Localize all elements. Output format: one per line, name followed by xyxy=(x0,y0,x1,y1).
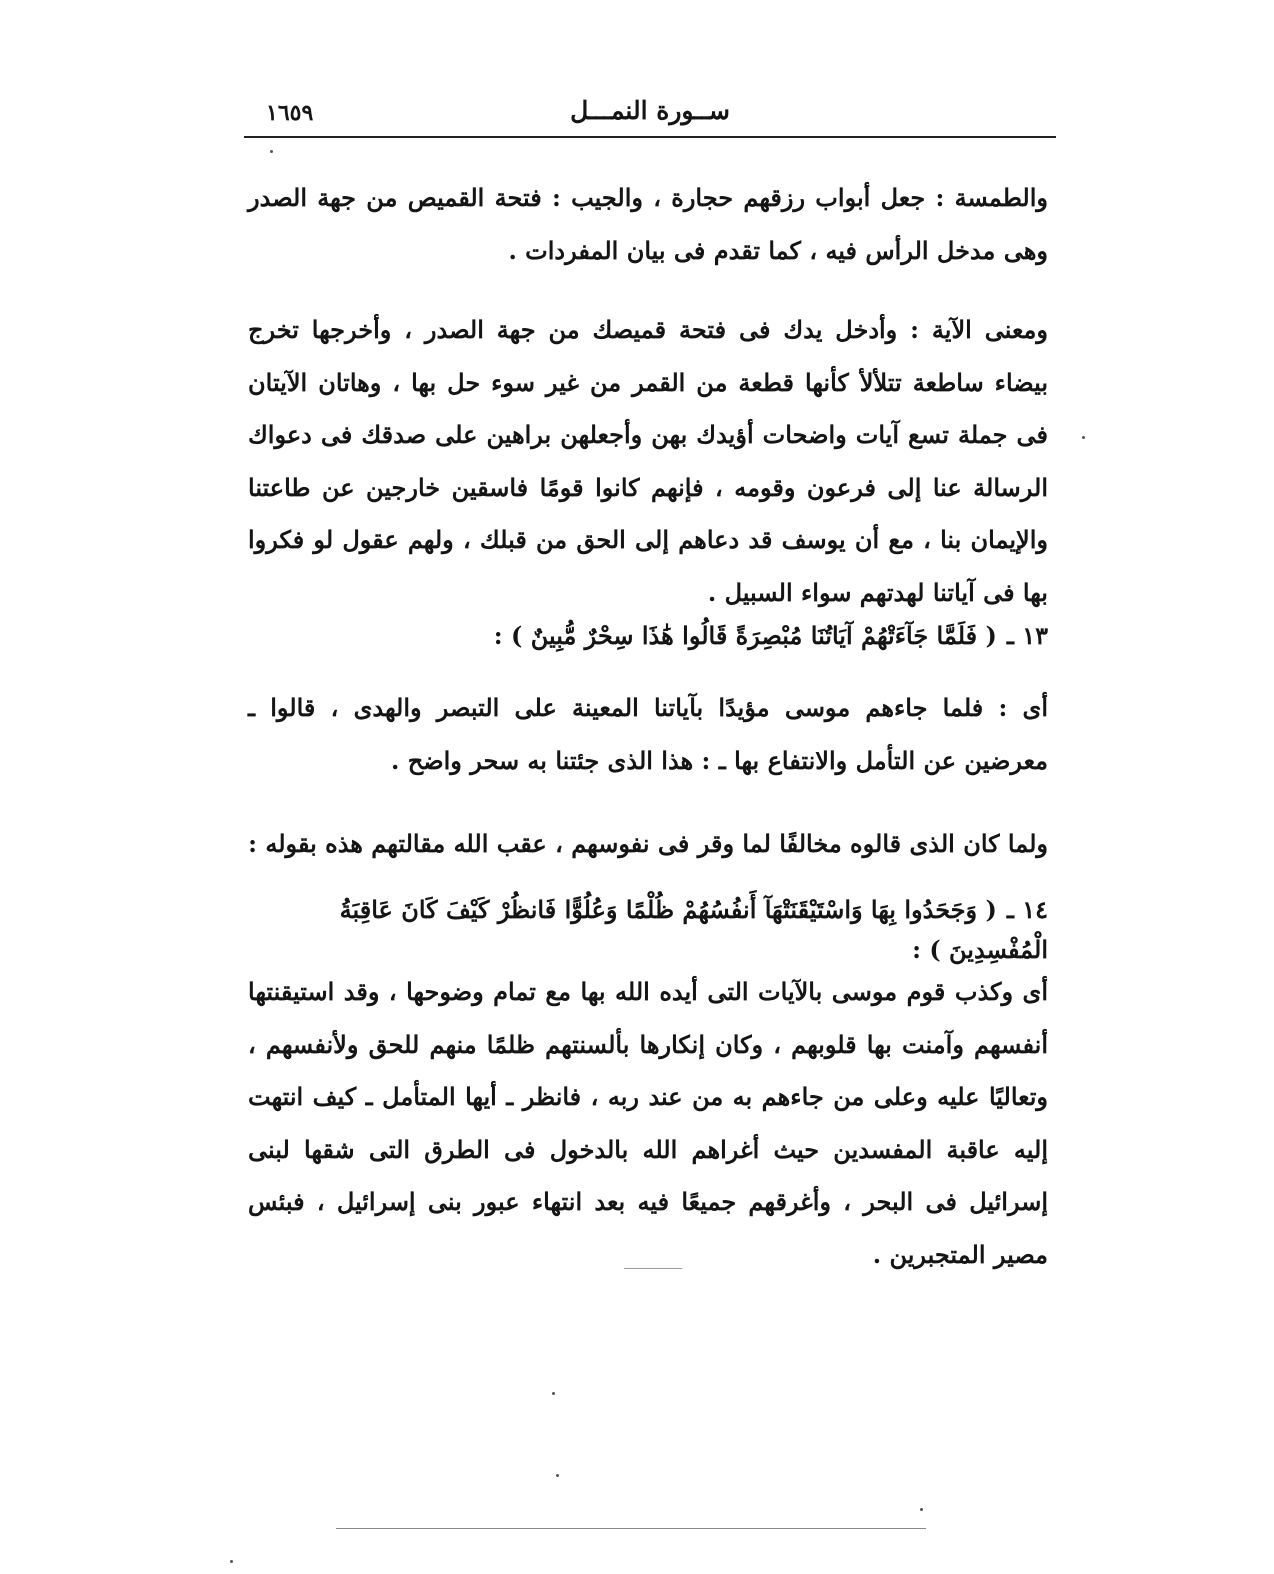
scan-edge-line xyxy=(336,1528,926,1529)
paper-speck xyxy=(1082,436,1085,439)
paper-speck xyxy=(230,1560,233,1563)
paragraph-verse-meaning: ومعنى الآية : وأدخل يدك فى فتحة قميصك من جهة الصدر ، وأخرجها تخرج بيضاء ساطعة تتلألأ كأنها قطعة من القمر من غير سوء حل بها ، وهاتان الآيتان فى جملة تسع آيات واضحات أؤيدك بهن وأجعلهن براهين على صدقك فى دعواك الرسالة عنا إلى فرعون وقومه ، فإنهم كانوا قومًا فاسقين خارجين عن طاعتنا والإيمان بنا ، مع أن يوسف قد دعاهم إلى الحق من قبلك ، ولهم عقول لو فكروا بها فى آياتنا لهدتهم سواء السبيل . xyxy=(248,315,1048,607)
paper-speck xyxy=(552,1392,555,1395)
verse-number: ١٤ ـ xyxy=(1006,895,1048,924)
page-number: ١٦٥٩ xyxy=(266,100,314,126)
paper-speck xyxy=(556,1474,559,1477)
paragraph-verse-14-explanation: أى وكذب قوم موسى بالآيات التى أيده الله بها مع تمام وضوحها ، وقد استيقنتها أنفسهم وآمنت بها قلوبهم ، وكان إنكارها بألسنتهم ظلمًا منهم للحق ولأنفسهم ، وتعاليًا عليه وعلى من جاءهم به من عند ربه ، فانظر ـ أيها المتأمل ـ كيف انتهت إليه عاقبة المفسدين حيث أغراهم الله بالدخول فى الطرق التى شقها لبنى إسرائيل فى البحر ، وأغرقهم جميعًا فيه بعد انتهاء عبور بنى إسرائيل ، فبئس مصير المتجبرين . xyxy=(248,977,1048,1269)
quran-verse-13 xyxy=(248,616,1048,656)
verse-number: ١٣ ـ xyxy=(1006,621,1048,650)
paper-speck xyxy=(270,150,273,153)
paragraph-verse-13-explanation: أى : فلما جاءهم موسى مؤيدًا بآياتنا المعينة على التبصر والهدى ، قالوا ـ معرضين عن التأمل والانتفاع بها ـ : هذا الذى جئتنا به سحر واضح . xyxy=(248,693,1048,775)
paper-speck xyxy=(920,1508,923,1511)
quran-verse-14 xyxy=(248,890,1048,970)
section-end-rule xyxy=(624,1268,682,1269)
paragraph-transition: ولما كان الذى قالوه مخالفًا لما وقر فى نفوسهم ، عقب الله مقالتهم هذه بقوله : xyxy=(248,829,1048,858)
page-header xyxy=(250,92,1050,132)
verse-text: ( وَجَحَدُوا بِهَا وَاسْتَيْقَنَتْهَآ أَنفُسُهُمْ ظُلْمًا وَعُلُوًّا فَانظُرْ كَيْفَ كَانَ عَاقِبَةُ الْمُفْسِدِينَ ) : xyxy=(339,895,1048,964)
surah-title: ســورة النمـــل xyxy=(570,96,730,125)
header-rule xyxy=(244,136,1056,138)
verse-text: ( فَلَمَّا جَآءَتْهُمْ آيَاتُنَا مُبْصِرَةً قَالُوا هَٰذَا سِحْرٌ مُّبِينٌ ) : xyxy=(493,621,997,650)
paragraph-glossary: والطمسة : جعل أبواب رزقهم حجارة ، والجيب : فتحة القميص من جهة الصدر وهى مدخل الرأس فيه ، كما تقدم فى بيان المفردات . xyxy=(248,183,1048,265)
